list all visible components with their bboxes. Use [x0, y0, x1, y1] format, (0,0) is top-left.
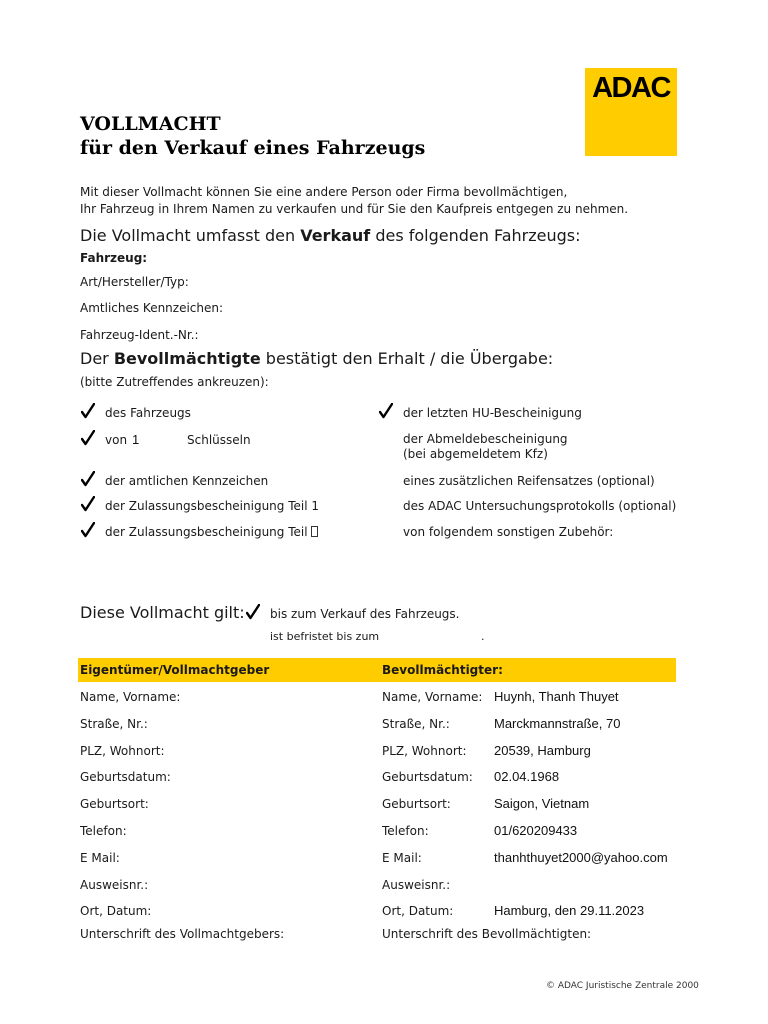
item-keys-prefix: von — [105, 433, 128, 447]
vehicle-heading: Fahrzeug: — [80, 251, 148, 265]
agent-email-label: E Mail: — [382, 851, 422, 865]
title-line-1: VOLLMACHT — [80, 113, 221, 135]
item-vehicle: des Fahrzeugs — [105, 406, 191, 420]
intro-line-2: Ihr Fahrzeug in Ihrem Namen zu verkaufen und für Sie den Kaufpreis entgegen zu nehmen. — [80, 202, 629, 216]
checkmark-icon[interactable] — [81, 522, 95, 538]
item-deregistration-sub: (bei abgemeldetem Kfz) — [403, 447, 548, 461]
owner-place-date-label: Ort, Datum: — [80, 904, 152, 918]
checkmark-icon[interactable] — [379, 403, 393, 419]
owner-birthplace-label: Geburtsort: — [80, 797, 149, 811]
owner-signature-label: Unterschrift des Vollmachtgebers: — [80, 927, 285, 941]
agent-street-value[interactable]: Marckmannstraße, 70 — [494, 716, 621, 731]
item-plates: der amtlichen Kennzeichen — [105, 474, 269, 488]
copyright: © ADAC Juristische Zentrale 2000 — [546, 981, 699, 991]
agent-city-label: PLZ, Wohnort: — [382, 744, 467, 758]
item-registration-2: der Zulassungsbescheinigung Teil — [105, 525, 318, 539]
item-hu-certificate: der letzten HU-Bescheinigung — [403, 406, 582, 420]
validity-label: Diese Vollmacht gilt: — [80, 603, 245, 622]
agent-signature-label: Unterschrift des Bevollmächtigten: — [382, 927, 592, 941]
agent-birthdate-label: Geburtsdatum: — [382, 770, 473, 784]
party-header-bar — [78, 658, 676, 682]
owner-email-label: E Mail: — [80, 851, 120, 865]
checkmark-icon[interactable] — [81, 430, 95, 446]
item-deregistration: der Abmeldebescheinigung — [403, 432, 568, 446]
owner-id-label: Ausweisnr.: — [80, 878, 149, 892]
agent-name-label: Name, Vorname: — [382, 690, 483, 704]
agent-phone-label: Telefon: — [382, 824, 429, 838]
agent-heading: Bevollmächtigter: — [382, 663, 503, 677]
title-line-2: für den Verkauf eines Fahrzeugs — [80, 137, 426, 159]
item-keys-suffix: Schlüsseln — [187, 433, 251, 447]
agent-city-value[interactable]: 20539, Hamburg — [494, 743, 591, 758]
item-accessories: von folgendem sonstigen Zubehör: — [403, 525, 614, 539]
agent-street-label: Straße, Nr.: — [382, 717, 450, 731]
checkmark-icon[interactable] — [81, 471, 95, 487]
checkmark-icon[interactable] — [246, 604, 260, 620]
agent-email-value[interactable]: thanhthuyet2000@yahoo.com — [494, 850, 668, 865]
intro-line-1: Mit dieser Vollmacht können Sie eine andere Person oder Firma bevollmächtigen, — [80, 185, 568, 199]
confirm-hint: (bitte Zutreffendes ankreuzen): — [80, 375, 269, 389]
owner-phone-label: Telefon: — [80, 824, 127, 838]
owner-name-label: Name, Vorname: — [80, 690, 181, 704]
agent-id-label: Ausweisnr.: — [382, 878, 451, 892]
vehicle-plate-label: Amtliches Kennzeichen: — [80, 301, 224, 315]
item-inspection-protocol: des ADAC Untersuchungsprotokolls (optional) — [403, 499, 677, 513]
owner-heading: Eigentümer/Vollmachtgeber — [80, 663, 270, 677]
agent-birthplace-label: Geburtsort: — [382, 797, 451, 811]
owner-street-label: Straße, Nr.: — [80, 717, 148, 731]
scope-heading: Die Vollmacht umfasst den Verkauf des folgenden Fahrzeugs: — [80, 226, 581, 245]
agent-name-value[interactable]: Huynh, Thanh Thuyet — [494, 689, 619, 704]
item-keys-count[interactable]: 1 — [132, 432, 140, 447]
checkmark-icon[interactable] — [81, 403, 95, 419]
agent-birthplace-value[interactable]: Saigon, Vietnam — [494, 796, 590, 811]
agent-birthdate-value[interactable]: 02.04.1968 — [494, 769, 560, 784]
validity-option-limited: ist befristet bis zum — [270, 630, 380, 643]
checkmark-icon[interactable] — [81, 496, 95, 512]
validity-option-until-sale: bis zum Verkauf des Fahrzeugs. — [270, 607, 460, 621]
vehicle-type-label: Art/Hersteller/Typ: — [80, 275, 189, 289]
item-registration-1: der Zulassungsbescheinigung Teil 1 — [105, 499, 320, 513]
vehicle-vin-label: Fahrzeug-Ident.-Nr.: — [80, 328, 199, 342]
owner-birthdate-label: Geburtsdatum: — [80, 770, 171, 784]
owner-city-label: PLZ, Wohnort: — [80, 744, 165, 758]
agent-phone-value[interactable]: 01/620209433 — [494, 823, 578, 838]
agent-place-date-label: Ort, Datum: — [382, 904, 454, 918]
item-tires: eines zusätzlichen Reifensatzes (optional) — [403, 474, 655, 488]
confirm-heading: Der Bevollmächtigte bestätigt den Erhalt / die Übergabe: — [80, 349, 554, 368]
validity-option-end: . — [481, 630, 485, 643]
agent-place-date-value[interactable]: Hamburg, den 29.11.2023 — [494, 903, 645, 918]
adac-logo — [585, 68, 677, 156]
missing-glyph-icon — [311, 526, 318, 537]
logo-text: ADAC — [592, 72, 670, 104]
